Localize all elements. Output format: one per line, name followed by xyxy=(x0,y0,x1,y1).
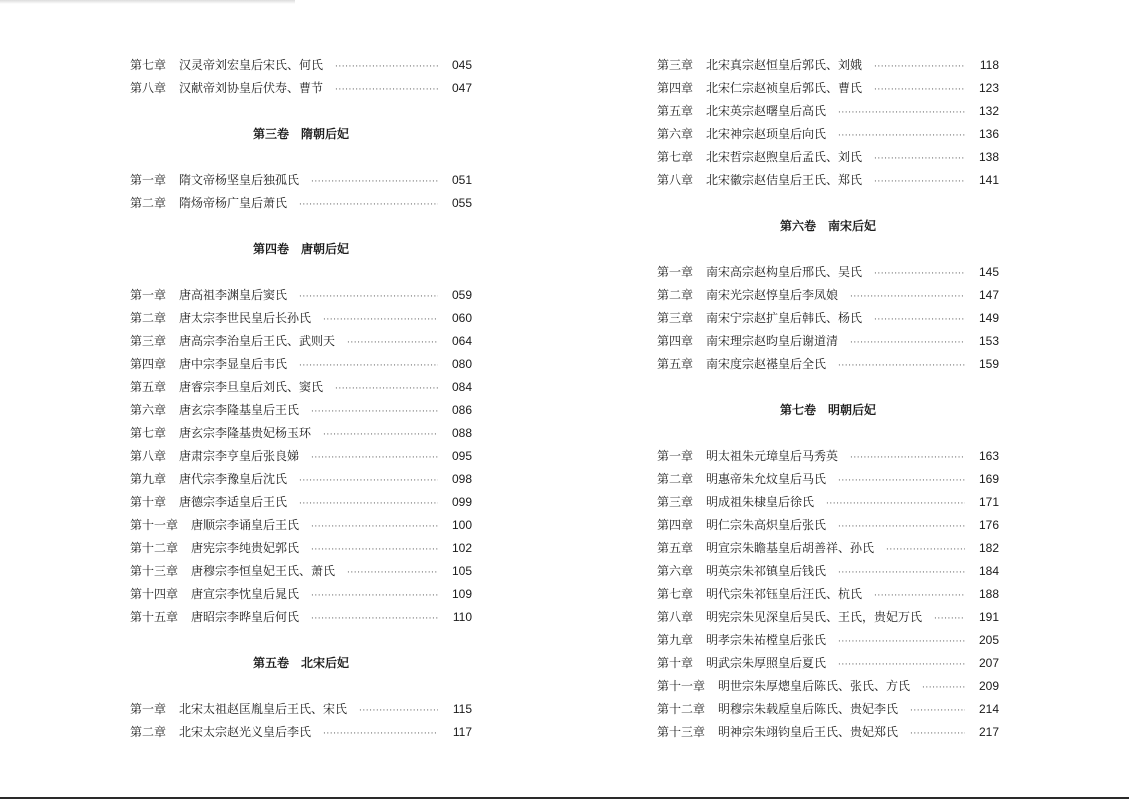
chapter-number: 第八章 xyxy=(657,610,694,624)
volume-number: 第五卷 xyxy=(252,656,289,670)
toc-entry[interactable] xyxy=(130,172,472,188)
chapter-title: 明太祖朱元璋皇后马秀英 xyxy=(706,449,839,463)
chapter-title: 北宋太祖赵匡胤皇后王氏、宋氏 xyxy=(179,702,348,716)
page-number: 105 xyxy=(451,564,472,578)
dot-leader xyxy=(838,128,965,144)
chapter-title: 唐肃宗李亨皇后张良娣 xyxy=(179,449,300,463)
chapter-number: 第三章 xyxy=(130,334,167,348)
chapter-title: 明仁宗朱高炽皇后张氏 xyxy=(706,518,827,532)
chapter-title: 唐中宗李显皇后韦氏 xyxy=(179,357,288,371)
page-number: 086 xyxy=(451,403,472,417)
chapter-number: 第三章 xyxy=(657,311,694,325)
chapter-number: 第六章 xyxy=(130,403,167,417)
chapter-title: 明武宗朱厚照皇后夏氏 xyxy=(706,656,827,670)
chapter-title: 明神宗朱翊钧皇后王氏、贵妃郑氏 xyxy=(718,725,899,739)
chapter-title: 唐玄宗李隆基贵妃杨玉环 xyxy=(179,426,312,440)
toc-entry[interactable] xyxy=(657,103,999,119)
toc-entry[interactable] xyxy=(657,333,999,349)
chapter-number: 第四章 xyxy=(657,81,694,95)
dot-leader xyxy=(910,726,965,742)
toc-entry[interactable] xyxy=(130,57,472,73)
page-number: 171 xyxy=(978,495,999,509)
toc-entry[interactable] xyxy=(130,563,472,579)
toc-entry[interactable] xyxy=(130,448,472,464)
chapter-number: 第七章 xyxy=(130,426,167,440)
chapter-title: 唐太宗李世民皇后长孙氏 xyxy=(179,311,312,325)
page-number: 163 xyxy=(978,449,999,463)
volume-heading xyxy=(657,218,999,234)
chapter-title: 北宋哲宗赵煦皇后孟氏、刘氏 xyxy=(706,150,863,164)
dot-leader xyxy=(359,703,438,719)
chapter-number: 第三章 xyxy=(657,58,694,72)
bottom-border-line xyxy=(0,797,1129,799)
toc-entry[interactable] xyxy=(130,80,472,96)
chapter-title: 汉灵帝刘宏皇后宋氏、何氏 xyxy=(179,58,324,72)
toc-entry[interactable] xyxy=(130,609,472,625)
chapter-title: 唐宪宗李纯贵妃郭氏 xyxy=(191,541,300,555)
dot-leader xyxy=(934,611,965,627)
toc-entry[interactable] xyxy=(657,264,999,280)
dot-leader xyxy=(850,289,965,305)
chapter-number: 第五章 xyxy=(657,541,694,555)
page-number: 084 xyxy=(451,380,472,394)
toc-entry[interactable] xyxy=(657,586,999,602)
toc-entry[interactable] xyxy=(657,310,999,326)
volume-name: 南宋后妃 xyxy=(828,219,877,233)
chapter-title: 北宋仁宗赵祯皇后郭氏、曹氏 xyxy=(706,81,863,95)
dot-leader xyxy=(874,266,965,282)
toc-entry[interactable] xyxy=(657,701,999,717)
toc-entry[interactable] xyxy=(130,287,472,303)
chapter-title: 唐昭宗李晔皇后何氏 xyxy=(191,610,300,624)
page-number: 098 xyxy=(451,472,472,486)
chapter-number: 第十一章 xyxy=(657,679,706,693)
dot-leader xyxy=(874,588,965,604)
chapter-title: 唐玄宗李隆基皇后王氏 xyxy=(179,403,300,417)
toc-entry[interactable] xyxy=(130,425,472,441)
chapter-title: 明宪宗朱见深皇后吴氏、王氏，贵妃万氏 xyxy=(706,610,923,624)
page-number: 060 xyxy=(451,311,472,325)
dot-leader xyxy=(838,519,965,535)
chapter-number: 第三章 xyxy=(657,495,694,509)
toc-entry[interactable] xyxy=(130,310,472,326)
chapter-title: 南宋光宗赵惇皇后李凤娘 xyxy=(706,288,839,302)
chapter-title: 唐睿宗李旦皇后刘氏、窦氏 xyxy=(179,380,324,394)
dot-leader xyxy=(299,358,438,374)
dot-leader xyxy=(850,450,965,466)
chapter-title: 南宋度宗赵禥皇后全氏 xyxy=(706,357,827,371)
chapter-title: 北宋太宗赵光义皇后李氏 xyxy=(179,725,312,739)
dot-leader xyxy=(886,542,965,558)
chapter-number: 第四章 xyxy=(657,518,694,532)
dot-leader xyxy=(335,381,438,397)
page-number: 147 xyxy=(978,288,999,302)
chapter-number: 第二章 xyxy=(130,196,167,210)
page-number: 207 xyxy=(978,656,999,670)
dot-leader xyxy=(311,450,438,466)
toc-entry[interactable] xyxy=(657,724,999,740)
toc-entry[interactable] xyxy=(130,517,472,533)
dot-leader xyxy=(874,82,965,98)
chapter-title: 唐代宗李豫皇后沈氏 xyxy=(179,472,288,486)
page-number: 188 xyxy=(978,587,999,601)
page-number: 095 xyxy=(451,449,472,463)
volume-number: 第三卷 xyxy=(252,127,289,141)
toc-entry[interactable] xyxy=(657,471,999,487)
toc-entry[interactable] xyxy=(130,701,472,717)
chapter-number: 第十三章 xyxy=(657,725,706,739)
toc-entry[interactable] xyxy=(657,287,999,303)
page-number: 217 xyxy=(978,725,999,739)
dot-leader xyxy=(922,680,965,696)
dot-leader xyxy=(335,59,438,75)
volume-number: 第四卷 xyxy=(252,242,289,256)
dot-leader xyxy=(838,565,965,581)
toc-entry[interactable] xyxy=(657,655,999,671)
page-number: 153 xyxy=(978,334,999,348)
page-number: 214 xyxy=(978,702,999,716)
chapter-title: 唐穆宗李恒皇妃王氏、萧氏 xyxy=(191,564,336,578)
toc-entry[interactable] xyxy=(657,149,999,165)
chapter-number: 第十一章 xyxy=(130,518,179,532)
page-number: 109 xyxy=(451,587,472,601)
dot-leader xyxy=(850,335,965,351)
page-number: 099 xyxy=(451,495,472,509)
page-number: 047 xyxy=(451,81,472,95)
chapter-title: 明成祖朱棣皇后徐氏 xyxy=(706,495,815,509)
toc-entry[interactable] xyxy=(130,379,472,395)
page-number: 045 xyxy=(451,58,472,72)
page-number: 059 xyxy=(451,288,472,302)
chapter-number: 第七章 xyxy=(657,150,694,164)
chapter-title: 明惠帝朱允炆皇后马氏 xyxy=(706,472,827,486)
dot-leader xyxy=(311,174,438,190)
dot-leader xyxy=(323,726,438,742)
toc-entry[interactable] xyxy=(130,356,472,372)
chapter-number: 第十章 xyxy=(657,656,694,670)
page-number: 176 xyxy=(978,518,999,532)
dot-leader xyxy=(323,427,438,443)
chapter-title: 唐高祖李渊皇后窦氏 xyxy=(179,288,288,302)
page-number: 145 xyxy=(978,265,999,279)
page-number: 123 xyxy=(978,81,999,95)
chapter-title: 明孝宗朱祐樘皇后张氏 xyxy=(706,633,827,647)
dot-leader xyxy=(838,657,965,673)
page-number: 051 xyxy=(451,173,472,187)
volume-heading xyxy=(130,126,472,142)
chapter-title: 明代宗朱祁钰皇后汪氏、杭氏 xyxy=(706,587,863,601)
dot-leader xyxy=(838,358,965,374)
chapter-number: 第一章 xyxy=(657,449,694,463)
toc-entry[interactable] xyxy=(657,563,999,579)
toc-entry[interactable] xyxy=(130,586,472,602)
dot-leader xyxy=(838,634,965,650)
dot-leader xyxy=(311,519,438,535)
toc-entry[interactable] xyxy=(130,494,472,510)
dot-leader xyxy=(311,588,438,604)
dot-leader xyxy=(347,335,438,351)
chapter-number: 第二章 xyxy=(130,725,167,739)
page-number: 209 xyxy=(978,679,999,693)
toc-entry[interactable] xyxy=(657,57,999,73)
volume-number: 第六卷 xyxy=(779,219,816,233)
chapter-number: 第十五章 xyxy=(130,610,179,624)
chapter-number: 第一章 xyxy=(130,173,167,187)
chapter-number: 第二章 xyxy=(657,472,694,486)
volume-number: 第七卷 xyxy=(779,403,816,417)
chapter-title: 明英宗朱祁镇皇后钱氏 xyxy=(706,564,827,578)
toc-entry[interactable] xyxy=(657,678,999,694)
chapter-title: 南宋高宗赵构皇后邢氏、吴氏 xyxy=(706,265,863,279)
chapter-number: 第九章 xyxy=(657,633,694,647)
page-number: 159 xyxy=(978,357,999,371)
chapter-title: 唐高宗李治皇后王氏、武则天 xyxy=(179,334,336,348)
chapter-title: 唐顺宗李诵皇后王氏 xyxy=(191,518,300,532)
dot-leader xyxy=(311,542,438,558)
toc-entry[interactable] xyxy=(657,609,999,625)
page-number: 132 xyxy=(978,104,999,118)
chapter-number: 第四章 xyxy=(657,334,694,348)
toc-entry[interactable] xyxy=(130,333,472,349)
toc-entry[interactable] xyxy=(657,494,999,510)
chapter-title: 唐德宗李适皇后王氏 xyxy=(179,495,288,509)
page-number: 088 xyxy=(451,426,472,440)
dot-leader xyxy=(311,404,438,420)
chapter-number: 第七章 xyxy=(657,587,694,601)
toc-entry[interactable] xyxy=(130,471,472,487)
page-number: 115 xyxy=(452,702,472,716)
chapter-title: 北宋神宗赵顼皇后向氏 xyxy=(706,127,827,141)
toc-entry[interactable] xyxy=(657,172,999,188)
dot-leader xyxy=(311,611,438,627)
chapter-number: 第十二章 xyxy=(130,541,179,555)
chapter-title: 北宋徽宗赵佶皇后王氏、郑氏 xyxy=(706,173,863,187)
chapter-number: 第四章 xyxy=(130,357,167,371)
chapter-number: 第五章 xyxy=(130,380,167,394)
toc-entry[interactable] xyxy=(130,540,472,556)
chapter-number: 第十四章 xyxy=(130,587,179,601)
dot-leader xyxy=(299,496,438,512)
chapter-title: 北宋英宗赵曙皇后高氏 xyxy=(706,104,827,118)
chapter-title: 隋炀帝杨广皇后萧氏 xyxy=(179,196,288,210)
volume-name: 隋朝后妃 xyxy=(301,127,350,141)
chapter-number: 第七章 xyxy=(130,58,167,72)
dot-leader xyxy=(335,82,438,98)
page-number: 136 xyxy=(978,127,999,141)
chapter-number: 第八章 xyxy=(130,449,167,463)
chapter-number: 第十二章 xyxy=(657,702,706,716)
page-number: 182 xyxy=(978,541,999,555)
chapter-number: 第一章 xyxy=(130,288,167,302)
dot-leader xyxy=(838,105,965,121)
chapter-number: 第八章 xyxy=(130,81,167,95)
page-number: 080 xyxy=(451,357,472,371)
chapter-number: 第六章 xyxy=(657,127,694,141)
toc-entry[interactable] xyxy=(130,724,472,740)
dot-leader xyxy=(299,473,438,489)
chapter-number: 第九章 xyxy=(130,472,167,486)
chapter-number: 第十三章 xyxy=(130,564,179,578)
page-number: 191 xyxy=(978,610,999,624)
chapter-number: 第八章 xyxy=(657,173,694,187)
toc-entry[interactable] xyxy=(657,540,999,556)
page-number: 100 xyxy=(451,518,472,532)
chapter-title: 汉献帝刘协皇后伏寿、曹节 xyxy=(179,81,324,95)
page-number: 205 xyxy=(978,633,999,647)
chapter-number: 第十章 xyxy=(130,495,167,509)
volume-heading xyxy=(657,402,999,418)
dot-leader xyxy=(826,496,965,512)
dot-leader xyxy=(299,197,438,213)
volume-name: 唐朝后妃 xyxy=(301,242,350,256)
page-number: 149 xyxy=(978,311,999,325)
dot-leader xyxy=(323,312,438,328)
chapter-title: 北宋真宗赵恒皇后郭氏、刘娥 xyxy=(706,58,863,72)
chapter-number: 第五章 xyxy=(657,104,694,118)
dot-leader xyxy=(874,312,965,328)
chapter-number: 第二章 xyxy=(657,288,694,302)
page-number: 117 xyxy=(452,725,472,739)
chapter-number: 第一章 xyxy=(657,265,694,279)
toc-entry[interactable] xyxy=(657,126,999,142)
top-edge-shadow xyxy=(0,0,295,4)
toc-entry[interactable] xyxy=(657,356,999,372)
toc-entry[interactable] xyxy=(657,517,999,533)
chapter-number: 第一章 xyxy=(130,702,167,716)
volume-name: 北宋后妃 xyxy=(301,656,350,670)
toc-entry[interactable] xyxy=(657,632,999,648)
volume-heading xyxy=(130,241,472,257)
page-number: 110 xyxy=(452,610,472,624)
page-number: 102 xyxy=(451,541,472,555)
toc-entry[interactable] xyxy=(130,402,472,418)
chapter-title: 隋文帝杨坚皇后独孤氏 xyxy=(179,173,300,187)
dot-leader xyxy=(838,473,965,489)
chapter-number: 第六章 xyxy=(657,564,694,578)
chapter-title: 明宣宗朱瞻基皇后胡善祥、孙氏 xyxy=(706,541,875,555)
dot-leader xyxy=(874,151,965,167)
dot-leader xyxy=(910,703,965,719)
chapter-number: 第二章 xyxy=(130,311,167,325)
page-number: 184 xyxy=(978,564,999,578)
chapter-title: 明穆宗朱载垕皇后陈氏、贵妃李氏 xyxy=(718,702,899,716)
dot-leader xyxy=(347,565,438,581)
chapter-title: 南宋宁宗赵扩皇后韩氏、杨氏 xyxy=(706,311,863,325)
volume-heading xyxy=(130,655,472,671)
chapter-title: 明世宗朱厚熜皇后陈氏、张氏、方氏 xyxy=(718,679,911,693)
toc-entry[interactable] xyxy=(657,80,999,96)
chapter-title: 南宋理宗赵昀皇后谢道清 xyxy=(706,334,839,348)
page-number: 169 xyxy=(978,472,999,486)
page-number: 118 xyxy=(979,58,999,72)
page-number: 055 xyxy=(451,196,472,210)
page-number: 141 xyxy=(978,173,999,187)
chapter-number: 第五章 xyxy=(657,357,694,371)
dot-leader xyxy=(874,174,965,190)
toc-entry[interactable] xyxy=(657,448,999,464)
page-number: 138 xyxy=(978,150,999,164)
toc-entry[interactable] xyxy=(130,195,472,211)
dot-leader xyxy=(299,289,438,305)
chapter-title: 唐宣宗李忱皇后晁氏 xyxy=(191,587,300,601)
volume-name: 明朝后妃 xyxy=(828,403,877,417)
dot-leader xyxy=(874,59,965,75)
page-number: 064 xyxy=(451,334,472,348)
